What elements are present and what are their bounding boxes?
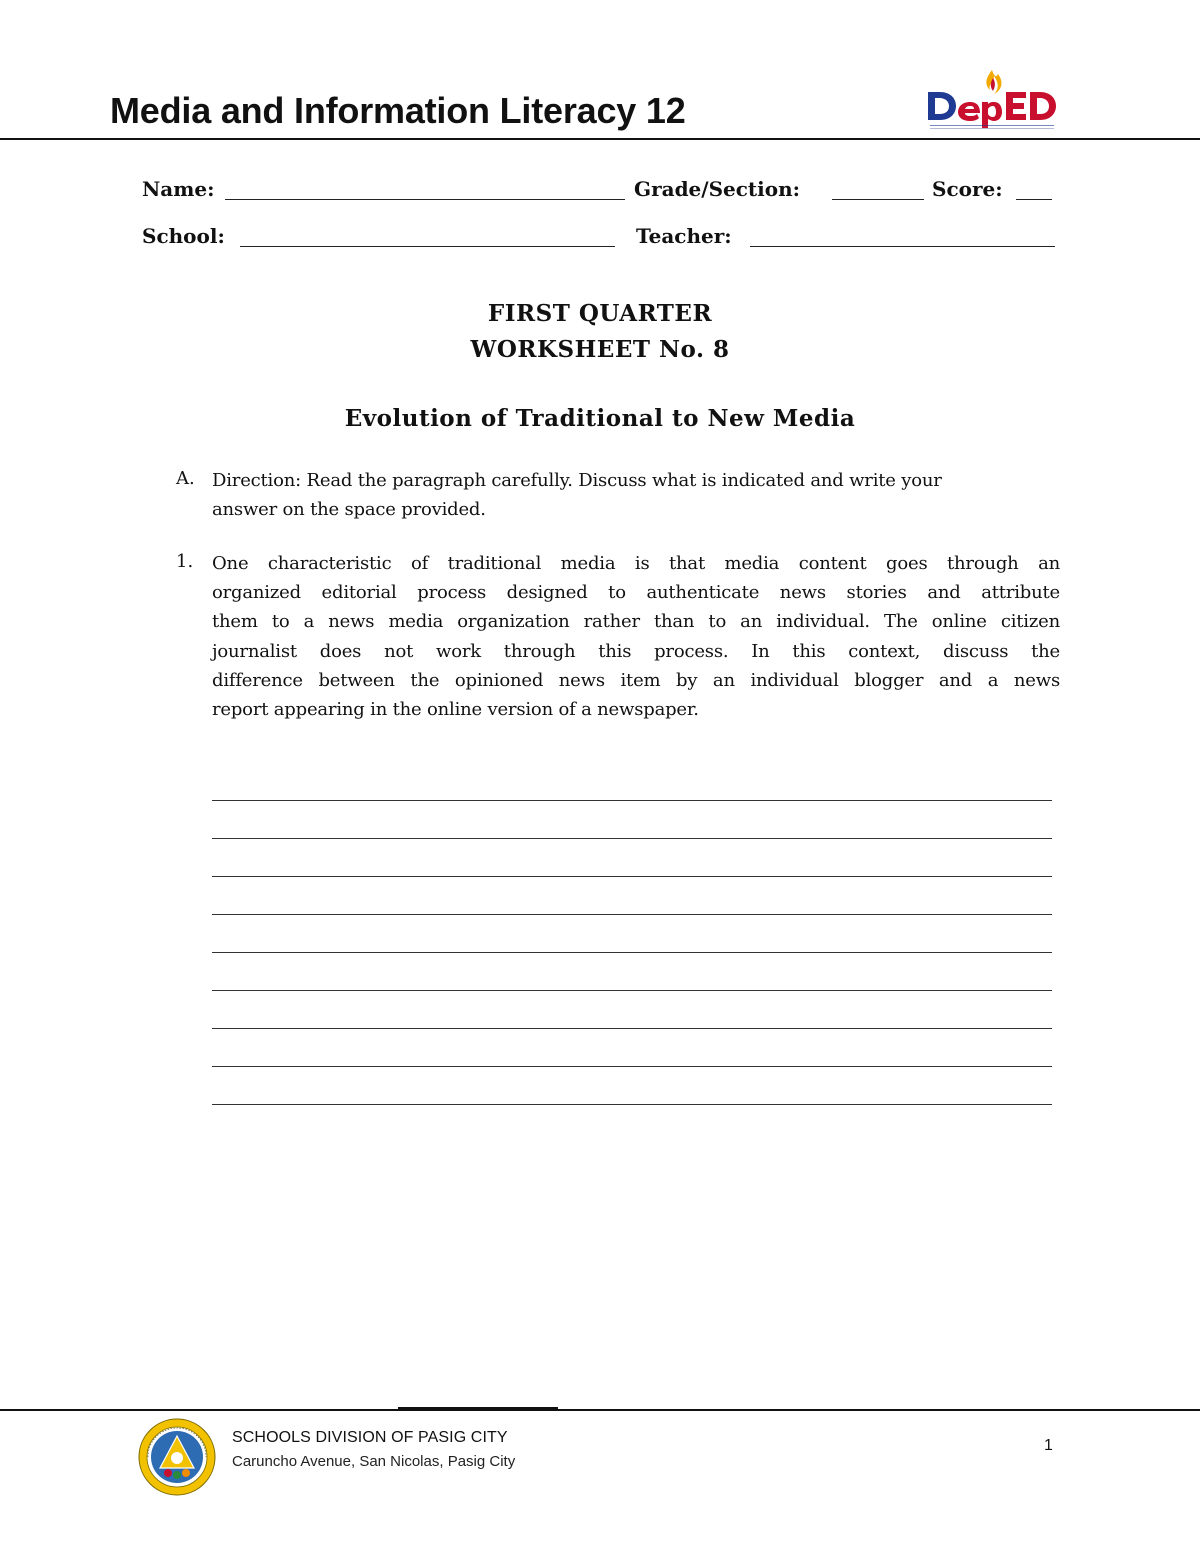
quarter-title: FIRST QUARTER [487, 300, 713, 327]
school-input-line[interactable] [240, 246, 615, 247]
teacher-label: Teacher: [636, 224, 732, 248]
answer-line[interactable] [212, 990, 1052, 991]
score-input-line[interactable] [1016, 199, 1052, 200]
header-divider [0, 138, 1200, 140]
question-text [212, 549, 1060, 724]
score-label: Score: [932, 177, 1003, 201]
direction-line: Direction: Read the paragraph carefully. Discuss what is indicated and write your [212, 470, 942, 491]
answer-line[interactable] [212, 876, 1052, 877]
grade-section-input-line[interactable] [832, 199, 924, 200]
question-line: One characteristic of traditional media is that media content goes through an [212, 553, 1060, 574]
pasig-city-division-seal [138, 1418, 216, 1496]
direction-marker: A. [176, 468, 195, 489]
answer-line[interactable] [212, 1028, 1052, 1029]
footer-division-name: SCHOOLS DIVISION OF PASIG CITY [232, 1429, 508, 1446]
direction-line: answer on the space provided. [212, 499, 486, 521]
question-line: journalist does not work through this process. In this context, discuss the [212, 640, 1060, 662]
grade-section-label: Grade/Section: [634, 177, 801, 201]
worksheet-title: WORKSHEET No. 8 [470, 336, 730, 363]
answer-line[interactable] [212, 800, 1052, 801]
topic-title: Evolution of Traditional to New Media [344, 405, 856, 432]
footer-address: Caruncho Avenue, San Nicolas, Pasig City [232, 1453, 516, 1470]
footer-divider [0, 1409, 1200, 1411]
document-title: Media and Information Literacy 12 [110, 90, 686, 131]
question-line: organized editorial process designed to authenticate news stories and attribute [212, 582, 1060, 604]
answer-line[interactable] [212, 952, 1052, 953]
answer-line[interactable] [212, 914, 1052, 915]
page-number: 1 [1044, 1437, 1053, 1454]
teacher-input-line[interactable] [750, 246, 1055, 247]
footer-divider-accent [398, 1407, 558, 1410]
answer-line[interactable] [212, 838, 1052, 839]
question-line: difference between the opinioned news item by an individual blogger and a news [212, 669, 1060, 691]
school-label: School: [142, 224, 225, 248]
question-marker: 1. [176, 551, 194, 572]
answer-line[interactable] [212, 1066, 1052, 1067]
name-label: Name: [142, 177, 215, 201]
question-line: report appearing in the online version of a newspaper. [212, 699, 699, 721]
answer-line[interactable] [212, 1104, 1052, 1105]
direction-text [212, 466, 1060, 524]
deped-logo [922, 62, 1062, 134]
name-input-line[interactable] [225, 199, 625, 200]
question-line: them to a news media organization rather than to an individual. The online citizen [212, 611, 1060, 633]
